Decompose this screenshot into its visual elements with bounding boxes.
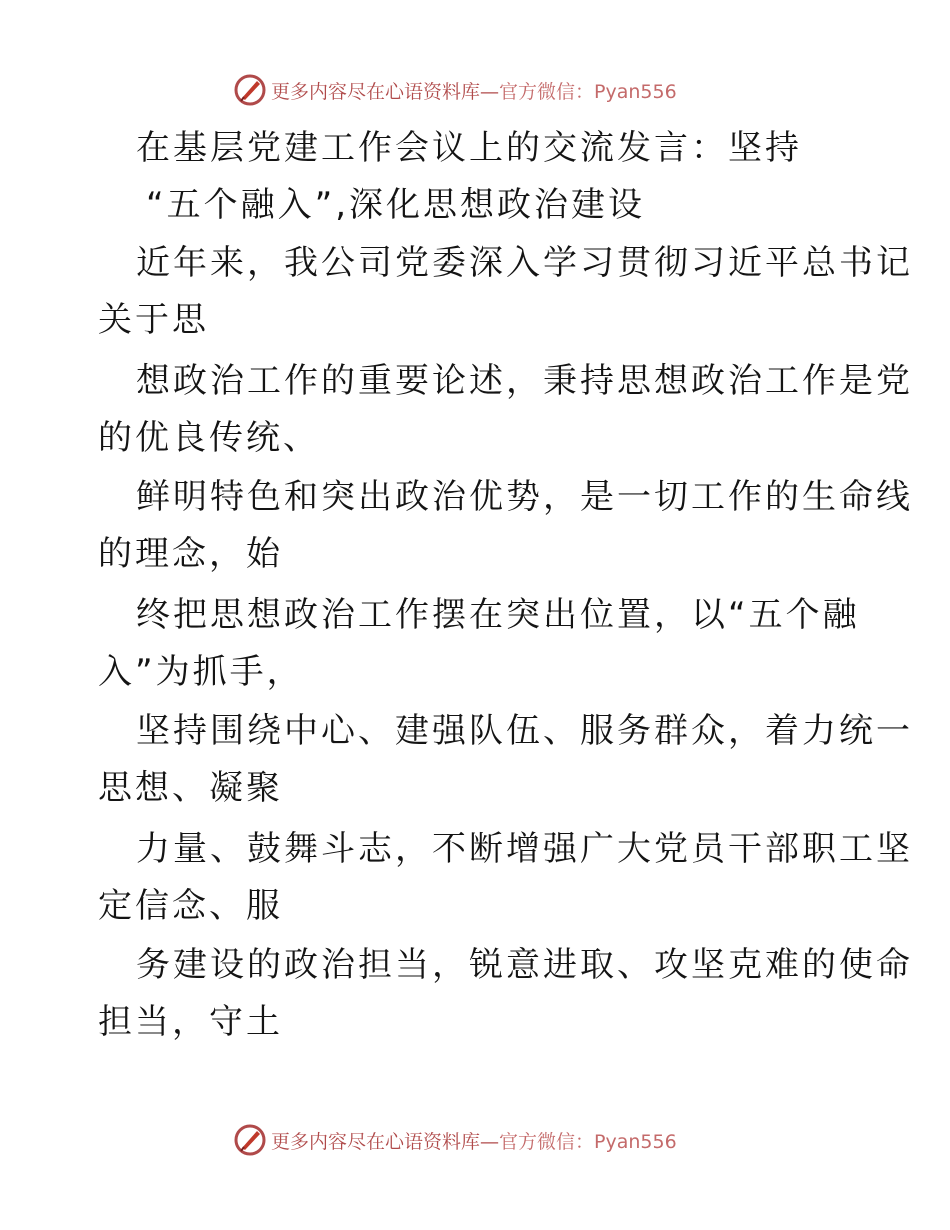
quill-logo-icon <box>233 73 267 107</box>
paragraph-line: 近年来，我公司党委深入学习贯彻习近平总书记 <box>136 243 913 283</box>
quill-logo-icon <box>233 1123 267 1157</box>
paragraph-line: 入”为抓手， <box>98 652 304 692</box>
document-title-line-2: “五个融入”,深化思想政治建设 <box>146 185 646 225</box>
paragraph-line: 务建设的政治担当，锐意进取、攻坚克难的使命 <box>136 945 913 985</box>
paragraph-line: 想政治工作的重要论述，秉持思想政治工作是党 <box>136 361 913 401</box>
watermark-text: 更多内容尽在心语资料库— <box>271 1130 500 1153</box>
paragraph-line: 鲜明特色和突出政治优势，是一切工作的生命线 <box>136 477 913 517</box>
paragraph-line: 的理念，始 <box>98 534 283 574</box>
paragraph-line: 坚持围绕中心、建强队伍、服务群众，着力统一 <box>136 711 913 751</box>
paragraph-line: 力量、鼓舞斗志，不断增强广大党员干部职工坚 <box>136 829 913 869</box>
footer-watermark <box>233 1122 677 1158</box>
paragraph-line: 关于思 <box>98 300 209 340</box>
paragraph-line: 担当，守土 <box>98 1002 283 1042</box>
header-watermark <box>233 72 677 108</box>
watermark-text: 更多内容尽在心语资料库— <box>271 80 500 103</box>
watermark-contact: 官方微信：Pyan556 <box>499 1130 677 1153</box>
paragraph-line: 的优良传统、 <box>98 418 320 458</box>
paragraph-line: 定信念、服 <box>98 886 283 926</box>
document-title-line-1: 在基层党建工作会议上的交流发言：坚持 <box>136 128 802 168</box>
paragraph-line: 终把思想政治工作摆在突出位置，以“五个融 <box>136 595 860 635</box>
watermark-contact: 官方微信：Pyan556 <box>499 80 677 103</box>
paragraph-line: 思想、凝聚 <box>98 768 283 808</box>
